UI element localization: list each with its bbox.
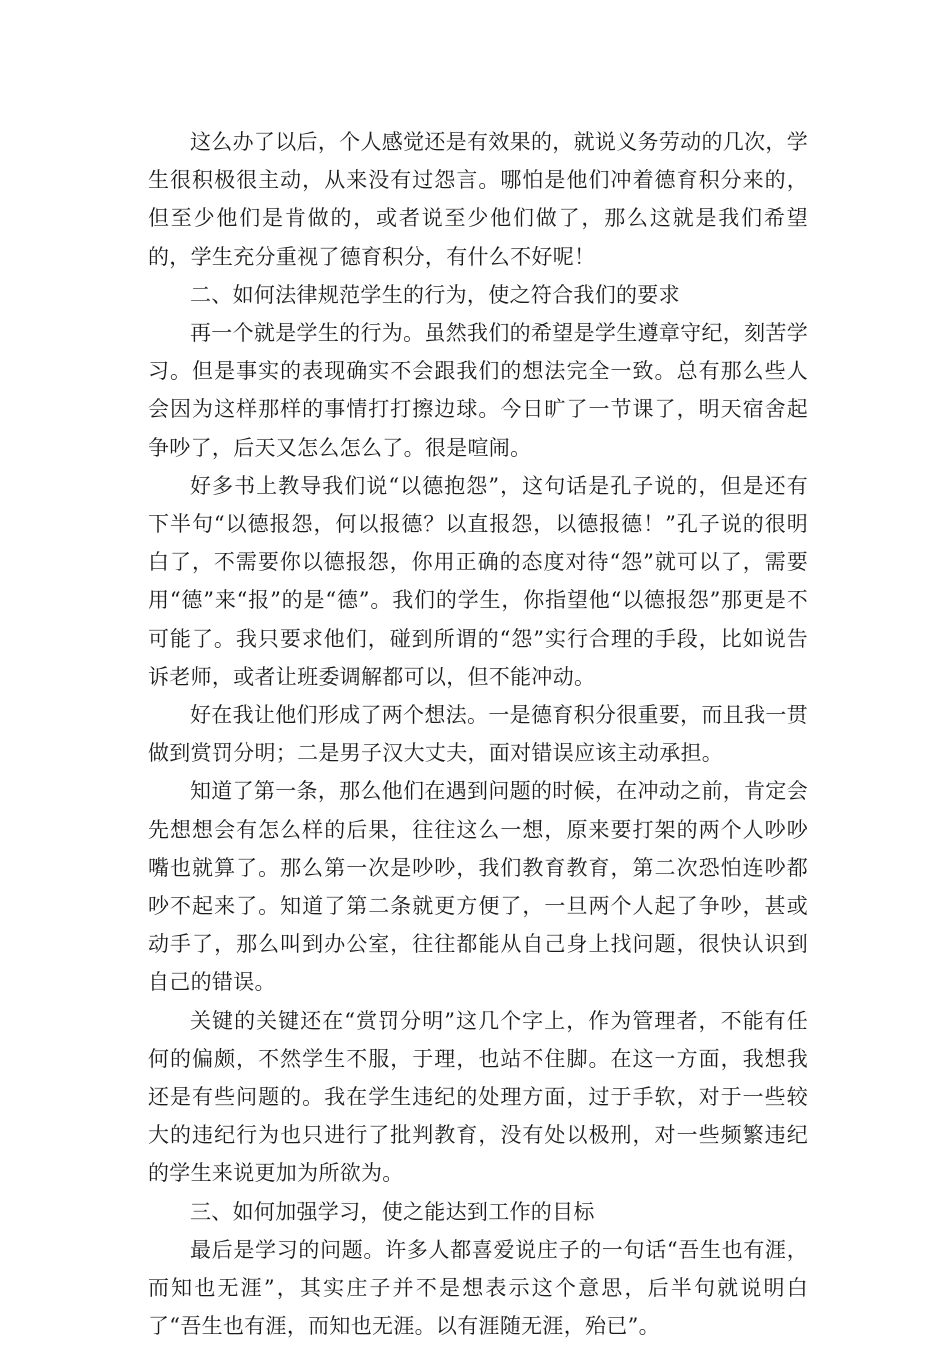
section-heading-behavior: 二、如何法律规范学生的行为，使之符合我们的要求 (190, 282, 680, 307)
paragraph-zhuangzi: 最后是学习的问题。许多人都喜爱说庄子的一句话“吾生也有涯，而知也无涯”，其实庄子并不是想表示这个意思，后半句就说明白了“吾生也有涯，而知也无涯。以有涯随无涯，殆已”。 (148, 1237, 808, 1339)
paragraph-reward-punishment: 关键的关键还在“赏罚分明”这几个字上，作为管理者，不能有任何的偏颇，不然学生不服，于理，也站不住脚。在这一方面，我想我还是有些问题的。我在学生违纪的处理方面，过于手软，对于一些较大的违纪行为也只进行了批判教育，没有处以极刑，对一些频繁违纪的学生来说更加为所欲为。 (148, 1008, 808, 1186)
paragraph-two-ideas: 好在我让他们形成了两个想法。一是德育积分很重要，而且我一贯做到赏罚分明；二是男子汉大丈夫，面对错误应该主动承担。 (148, 703, 808, 766)
paragraph-confucius-quote: 好多书上教导我们说“以德抱怨”，这句话是孔子说的，但是还有下半句“以德报怨，何以报德？以直报怨，以德报德！”孔子说的很明白了，不需要你以德报怨，你用正确的态度对待“怨”就可以了，需要用“德”来“报”的是“德”。我们的学生，你指望他“以德报怨”那更是不可能了。我只要求他们，碰到所谓的“怨”实行合理的手段，比如说告诉老师，或者让班委调解都可以，但不能冲动。 (148, 473, 808, 689)
paragraph-first-idea: 知道了第一条，那么他们在遇到问题的时候，在冲动之前，肯定会先想想会有怎么样的后果，往往这么一想，原来要打架的两个人吵吵嘴也就算了。那么第一次是吵吵，我们教育教育，第二次恐怕连吵都吵不起来了。知道了第二条就更方便了，一旦两个人起了争吵，甚或动手了，那么叫到办公室，往往都能从自己身上找问题，很快认识到自己的错误。 (148, 779, 808, 995)
paragraph-student-behavior: 再一个就是学生的行为。虽然我们的希望是学生遵章守纪，刻苦学习。但是事实的表现确实不会跟我们的想法完全一致。总有那么些人会因为这样那样的事情打打擦边球。今日旷了一节课了，明天宿舍起争吵了，后天又怎么怎么了。很是喧闹。 (148, 321, 808, 460)
document-page (148, 123, 808, 1346)
section-heading-study: 三、如何加强学习，使之能达到工作的目标 (190, 1199, 595, 1224)
paragraph-effect-of-duty: 这么办了以后，个人感觉还是有效果的，就说义务劳动的几次，学生很积极很主动，从来没有过怨言。哪怕是他们冲着德育积分来的，但至少他们是肯做的，或者说至少他们做了，那么这就是我们希望的，学生充分重视了德育积分，有什么不好呢！ (148, 130, 808, 269)
